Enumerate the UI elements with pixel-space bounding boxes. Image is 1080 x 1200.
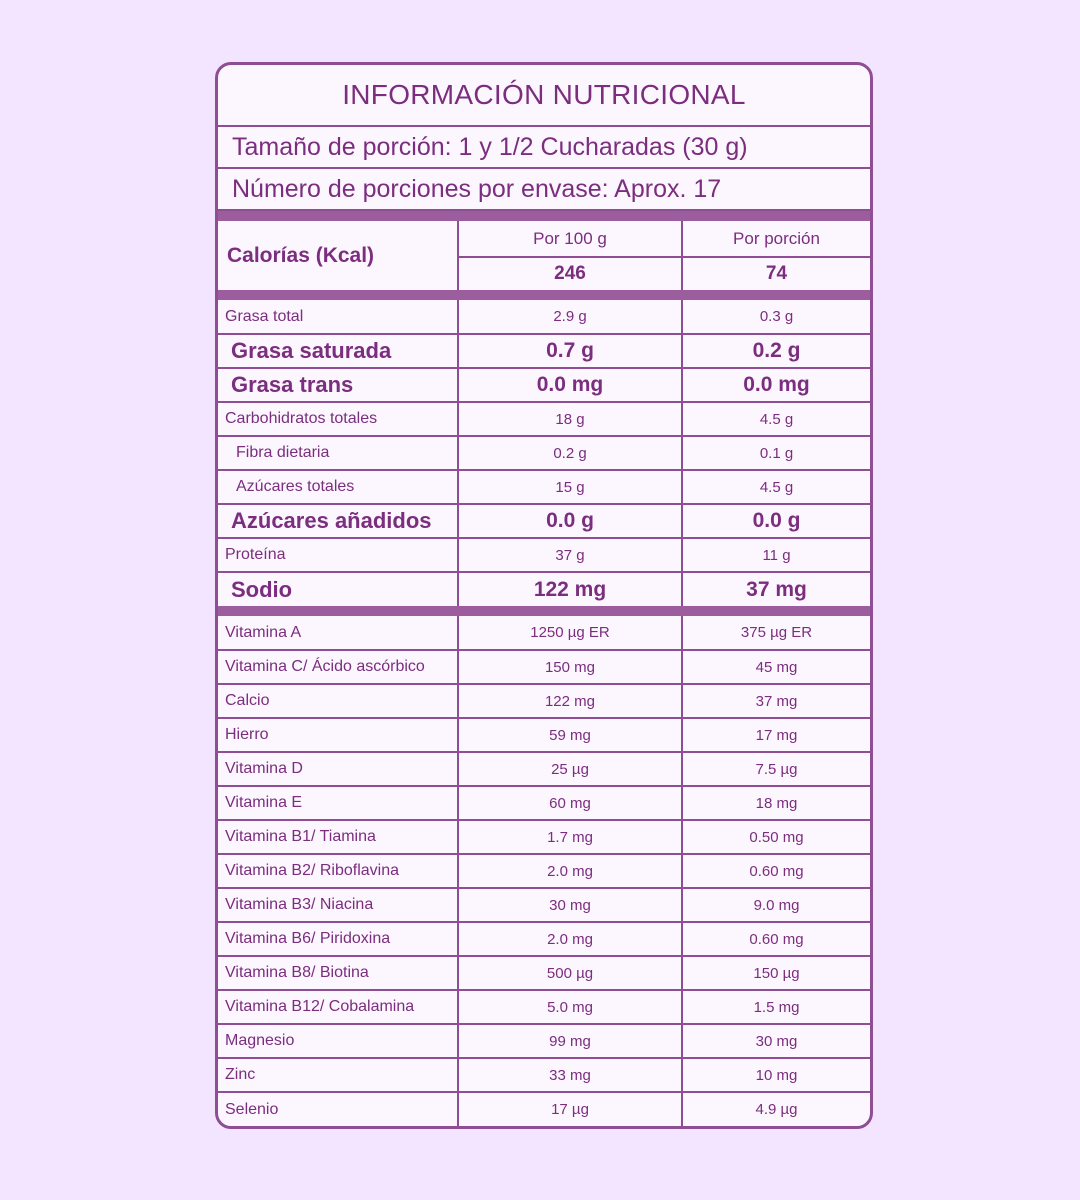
nutrient-value-per-100g: 30 mg — [458, 888, 682, 922]
nutrient-value-per-serving: 10 mg — [682, 1058, 870, 1092]
nutrient-value-per-100g: 150 mg — [458, 650, 682, 684]
nutrient-value-per-serving: 0.50 mg — [682, 820, 870, 854]
nutrient-name: Grasa total — [218, 300, 458, 334]
nutrient-value-per-serving: 37 mg — [682, 572, 870, 606]
nutrient-name: Vitamina B1/ Tiamina — [218, 820, 458, 854]
table-row — [218, 922, 870, 956]
nutrient-value-per-100g: 2.9 g — [458, 300, 682, 334]
table-row — [218, 1058, 870, 1092]
nutrient-name: Fibra dietaria — [218, 436, 458, 470]
macronutrients-table — [218, 300, 870, 606]
table-row — [218, 300, 870, 334]
table-row — [218, 718, 870, 752]
nutrient-value-per-serving: 18 mg — [682, 786, 870, 820]
table-row — [218, 402, 870, 436]
nutrient-value-per-serving: 4.5 g — [682, 402, 870, 436]
nutrient-name: Proteína — [218, 538, 458, 572]
nutrient-name: Zinc — [218, 1058, 458, 1092]
micronutrients-body — [218, 616, 870, 1126]
table-row — [218, 334, 870, 368]
nutrient-value-per-serving: 0.0 g — [682, 504, 870, 538]
table-row — [218, 650, 870, 684]
nutrient-value-per-serving: 150 µg — [682, 956, 870, 990]
nutrient-value-per-100g: 2.0 mg — [458, 854, 682, 888]
nutrient-name: Calcio — [218, 684, 458, 718]
nutrient-value-per-100g: 1250 µg ER — [458, 616, 682, 650]
nutrient-value-per-100g: 122 mg — [458, 684, 682, 718]
nutrient-name: Hierro — [218, 718, 458, 752]
nutrient-name: Vitamina D — [218, 752, 458, 786]
nutrient-value-per-serving: 0.0 mg — [682, 368, 870, 402]
table-row — [218, 888, 870, 922]
table-row — [218, 990, 870, 1024]
nutrient-name: Vitamina B3/ Niacina — [218, 888, 458, 922]
calories-per-100g: 246 — [458, 257, 682, 290]
nutrient-value-per-serving: 9.0 mg — [682, 888, 870, 922]
separator-band-top — [218, 211, 870, 221]
nutrient-value-per-100g: 15 g — [458, 470, 682, 504]
table-row — [218, 752, 870, 786]
nutrient-name: Vitamina A — [218, 616, 458, 650]
macronutrients-body — [218, 300, 870, 606]
nutrient-value-per-serving: 4.5 g — [682, 470, 870, 504]
nutrient-value-per-100g: 25 µg — [458, 752, 682, 786]
table-row — [218, 436, 870, 470]
nutrient-value-per-serving: 0.60 mg — [682, 854, 870, 888]
nutrient-value-per-serving: 375 µg ER — [682, 616, 870, 650]
nutrient-value-per-100g: 122 mg — [458, 572, 682, 606]
nutrient-name: Azúcares añadidos — [218, 504, 458, 538]
nutrient-name: Grasa saturada — [218, 334, 458, 368]
nutrient-name: Sodio — [218, 572, 458, 606]
nutrient-value-per-100g: 60 mg — [458, 786, 682, 820]
nutrient-value-per-100g: 1.7 mg — [458, 820, 682, 854]
nutrient-name: Vitamina B2/ Riboflavina — [218, 854, 458, 888]
nutrient-value-per-100g: 2.0 mg — [458, 922, 682, 956]
table-row — [218, 786, 870, 820]
nutrient-value-per-serving: 7.5 µg — [682, 752, 870, 786]
servings-per-container-text: Número de porciones por envase: Aprox. 17 — [232, 174, 722, 203]
calories-table — [218, 221, 870, 290]
table-row — [218, 956, 870, 990]
table-row — [218, 572, 870, 606]
label-title-row — [218, 65, 870, 127]
nutrient-value-per-serving: 0.60 mg — [682, 922, 870, 956]
nutrient-name: Vitamina B12/ Cobalamina — [218, 990, 458, 1024]
nutrient-name: Vitamina C/ Ácido ascórbico — [218, 650, 458, 684]
nutrient-value-per-100g: 0.0 mg — [458, 368, 682, 402]
calories-header-row — [218, 221, 870, 257]
nutrient-value-per-serving: 0.1 g — [682, 436, 870, 470]
nutrient-name: Grasa trans — [218, 368, 458, 402]
separator-band-middle — [218, 290, 870, 300]
nutrient-value-per-100g: 37 g — [458, 538, 682, 572]
table-row — [218, 854, 870, 888]
nutrient-name: Carbohidratos totales — [218, 402, 458, 436]
nutrient-value-per-serving: 37 mg — [682, 684, 870, 718]
nutrient-value-per-serving: 11 g — [682, 538, 870, 572]
nutrient-value-per-100g: 0.0 g — [458, 504, 682, 538]
nutrient-name: Vitamina E — [218, 786, 458, 820]
table-row — [218, 616, 870, 650]
servings-per-container-row — [218, 169, 870, 211]
table-row — [218, 1092, 870, 1126]
nutrient-value-per-100g: 59 mg — [458, 718, 682, 752]
serving-size-text: Tamaño de porción: 1 y 1/2 Cucharadas (30 g) — [232, 132, 748, 161]
nutrient-value-per-100g: 0.2 g — [458, 436, 682, 470]
column-header-per-100g: Por 100 g — [458, 221, 682, 257]
nutrient-name: Vitamina B8/ Biotina — [218, 956, 458, 990]
table-row — [218, 368, 870, 402]
calories-per-serving: 74 — [682, 257, 870, 290]
nutrient-value-per-serving: 0.3 g — [682, 300, 870, 334]
nutrient-value-per-100g: 99 mg — [458, 1024, 682, 1058]
nutrient-value-per-serving: 30 mg — [682, 1024, 870, 1058]
nutrient-name: Selenio — [218, 1092, 458, 1126]
nutrient-value-per-100g: 5.0 mg — [458, 990, 682, 1024]
nutrient-value-per-serving: 4.9 µg — [682, 1092, 870, 1126]
nutrient-value-per-100g: 500 µg — [458, 956, 682, 990]
nutrient-value-per-100g: 18 g — [458, 402, 682, 436]
nutrient-value-per-100g: 17 µg — [458, 1092, 682, 1126]
column-header-per-serving: Por porción — [682, 221, 870, 257]
table-row — [218, 504, 870, 538]
calories-label: Calorías (Kcal) — [218, 221, 458, 290]
table-row — [218, 538, 870, 572]
nutrient-value-per-serving: 17 mg — [682, 718, 870, 752]
table-row — [218, 820, 870, 854]
nutrient-value-per-serving: 45 mg — [682, 650, 870, 684]
table-row — [218, 1024, 870, 1058]
table-row — [218, 684, 870, 718]
nutrition-facts-card — [215, 62, 873, 1129]
nutrient-name: Magnesio — [218, 1024, 458, 1058]
nutrient-name: Azúcares totales — [218, 470, 458, 504]
nutrient-value-per-100g: 0.7 g — [458, 334, 682, 368]
separator-band-bottom — [218, 606, 870, 616]
nutrient-value-per-100g: 33 mg — [458, 1058, 682, 1092]
table-row — [218, 470, 870, 504]
nutrient-value-per-serving: 1.5 mg — [682, 990, 870, 1024]
serving-size-row — [218, 127, 870, 169]
page-title: INFORMACIÓN NUTRICIONAL — [342, 79, 746, 110]
micronutrients-table — [218, 616, 870, 1126]
nutrient-name: Vitamina B6/ Piridoxina — [218, 922, 458, 956]
nutrient-value-per-serving: 0.2 g — [682, 334, 870, 368]
